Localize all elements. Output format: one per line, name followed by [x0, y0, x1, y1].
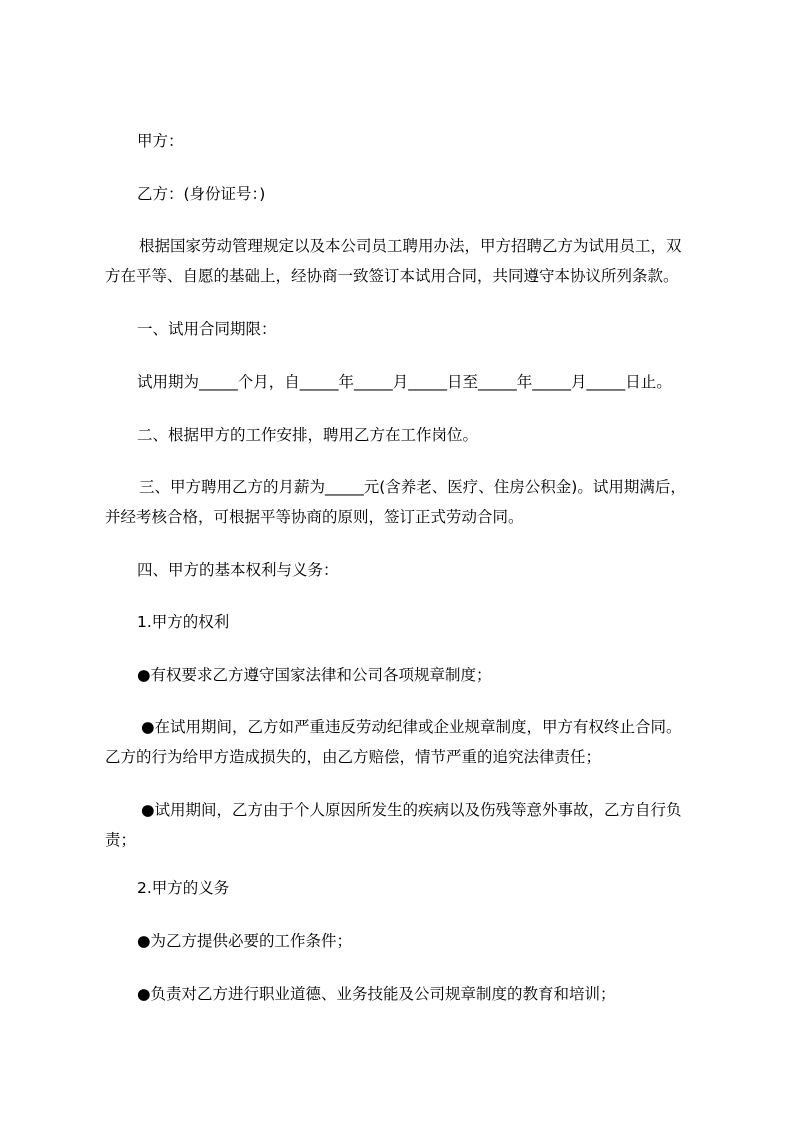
- section4-title: 四、甲方的基本权利与义务：: [137, 561, 339, 579]
- intro-line-2: 方在平等、自愿的基础上，经协商一致签订本试用合同，共同遵守本协议所列条款。: [105, 267, 679, 285]
- section3-line-1: 三、甲方聘用乙方的月薪为_____元(含养老、医疗、住房公积金)。试用期满后，: [139, 478, 686, 496]
- party-b-line: 乙方：(身份证号：): [137, 185, 266, 203]
- section1-body: 试用期为_____个月，自_____年_____月_____日至_____年_____月_____日止。: [137, 373, 672, 391]
- intro-line-1: 根据国家劳动管理规定以及本公司员工聘用办法，甲方招聘乙方为试用员工，双: [139, 237, 682, 255]
- rights-item-1: ●有权要求乙方遵守国家法律和公司各项规章制度；: [137, 666, 492, 684]
- intro-paragraph: [105, 231, 705, 291]
- rights-item-2-line-1: ●在试用期间，乙方如严重违反劳动纪律或企业规章制度，甲方有权终止合同。: [141, 718, 682, 736]
- duties-title: 2.甲方的义务: [137, 879, 230, 897]
- rights-item-3-line-2: 责；: [105, 831, 137, 849]
- rights-item-3-line-1: ●试用期间，乙方由于个人原因所发生的疾病以及伤残等意外事故，乙方自行负: [141, 801, 682, 819]
- duties-item-1: ●为乙方提供必要的工作条件；: [137, 932, 353, 950]
- rights-item-3: [105, 795, 705, 855]
- rights-item-2-line-2: 乙方的行为给甲方造成损失的，由乙方赔偿，情节严重的追究法律责任；: [105, 748, 602, 766]
- party-a-line: 甲方：: [137, 132, 184, 150]
- section1-title: 一、试用合同期限：: [137, 320, 277, 338]
- rights-title: 1.甲方的权利: [137, 613, 230, 631]
- section3-paragraph: [105, 472, 705, 532]
- section3-line-2: 并经考核合格，可根据平等协商的原则，签订正式劳动合同。: [105, 508, 524, 526]
- duties-item-2: ●负责对乙方进行职业道德、业务技能及公司规章制度的教育和培训；: [137, 985, 616, 1003]
- section2-paragraph: 二、根据甲方的工作安排，聘用乙方在工作岗位。: [137, 426, 479, 444]
- rights-item-2: [105, 712, 705, 772]
